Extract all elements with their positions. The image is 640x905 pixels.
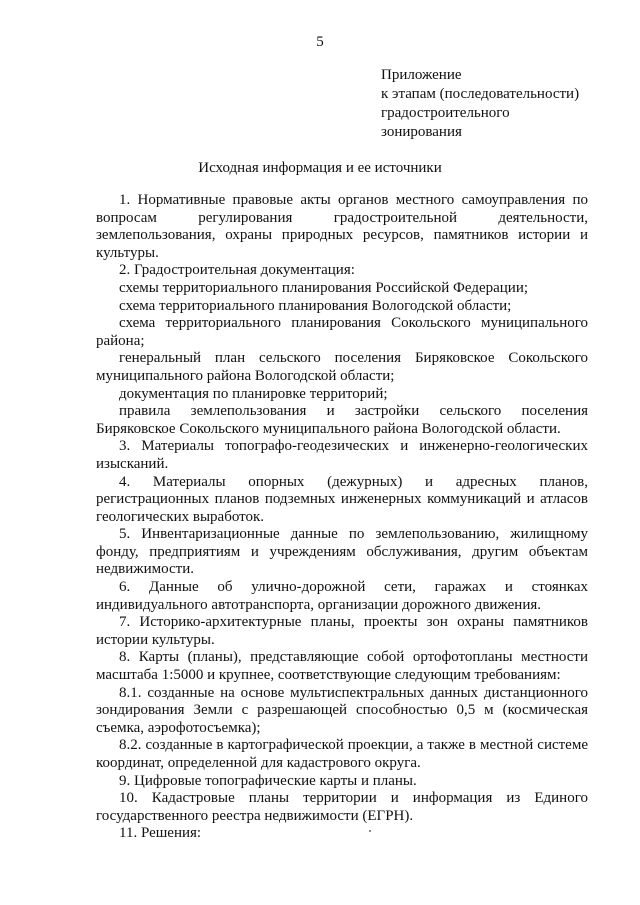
paragraph: 6. Данные об улично-дорожной сети, гаражах и стоянках индивидуального автотранспорта, организации дорожного движения. [96, 579, 588, 613]
page-number: 5 [316, 34, 324, 50]
paragraph: 2. Градостроительная документация: [119, 262, 355, 279]
appendix-line: к этапам (последовательности) [381, 86, 580, 102]
paragraph: 8. Карты (планы), представляющие собой ортофотопланы местности масштаба 1:5000 и крупнее, соответствующие следующим требованиям: [96, 649, 588, 684]
paragraph: схемы территориального планирования Российской Федерации; [119, 279, 529, 296]
document-body [96, 192, 588, 843]
scan-speck [369, 830, 371, 832]
paragraph: 5. Инвентаризационные данные по землепользованию, жилищному фонду, предприятиям и учреждениям обслуживания, другим объектам недвижимости. [96, 526, 588, 578]
paragraph: 1. Нормативные правовые акты органов местного самоуправления по вопросам регулирования градостроительной деятельности, землепользования, охраны природных ресурсов, памятников истории и культуры. [96, 192, 588, 261]
paragraph: 11. Решения: [119, 825, 202, 842]
paragraph: генеральный план сельского поселения Биряковское Сокольского муниципального района Вологодской области; [96, 350, 588, 384]
paragraph: правила землепользования и застройки сельского поселения Биряковское Сокольского муниципального района Вологодской области. [96, 403, 588, 437]
appendix-line: Приложение [381, 67, 462, 83]
document-title: Исходная информация и ее источники [198, 160, 442, 176]
paragraph: 4. Материалы опорных (дежурных) и адресных планов, регистрационных планов подземных инженерных коммуникаций и атласов геологических выработок. [96, 473, 588, 525]
paragraph: 7. Историко-архитектурные планы, проекты зон охраны памятников истории культуры. [96, 614, 588, 648]
paragraph: 3. Материалы топографо-геодезических и инженерно-геологических изысканий. [96, 438, 588, 472]
appendix-line: градостроительного [381, 105, 510, 121]
paragraph: схема территориального планирования Сокольского муниципального района; [96, 315, 588, 349]
paragraph: 8.1. созданные на основе мультиспектральных данных дистанционного зондирования Земли с разрешающей способностью 0,5 м (космическая съемка, аэрофотосъемка); [96, 684, 588, 736]
paragraph: 8.2. созданные в картографической проекции, а также в местной системе координат, определенной для кадастрового округа. [96, 737, 588, 771]
paragraph: 10. Кадастровые планы территории и информация из Единого государственного реестра недвижимости (ЕГРН). [96, 790, 588, 824]
paragraph: схема территориального планирования Вологодской области; [119, 297, 512, 314]
appendix-header [381, 66, 579, 142]
paragraph: 9. Цифровые топографические карты и планы. [119, 772, 417, 789]
appendix-line: зонирования [381, 124, 462, 140]
paragraph: документация по планировке территорий; [119, 385, 388, 402]
